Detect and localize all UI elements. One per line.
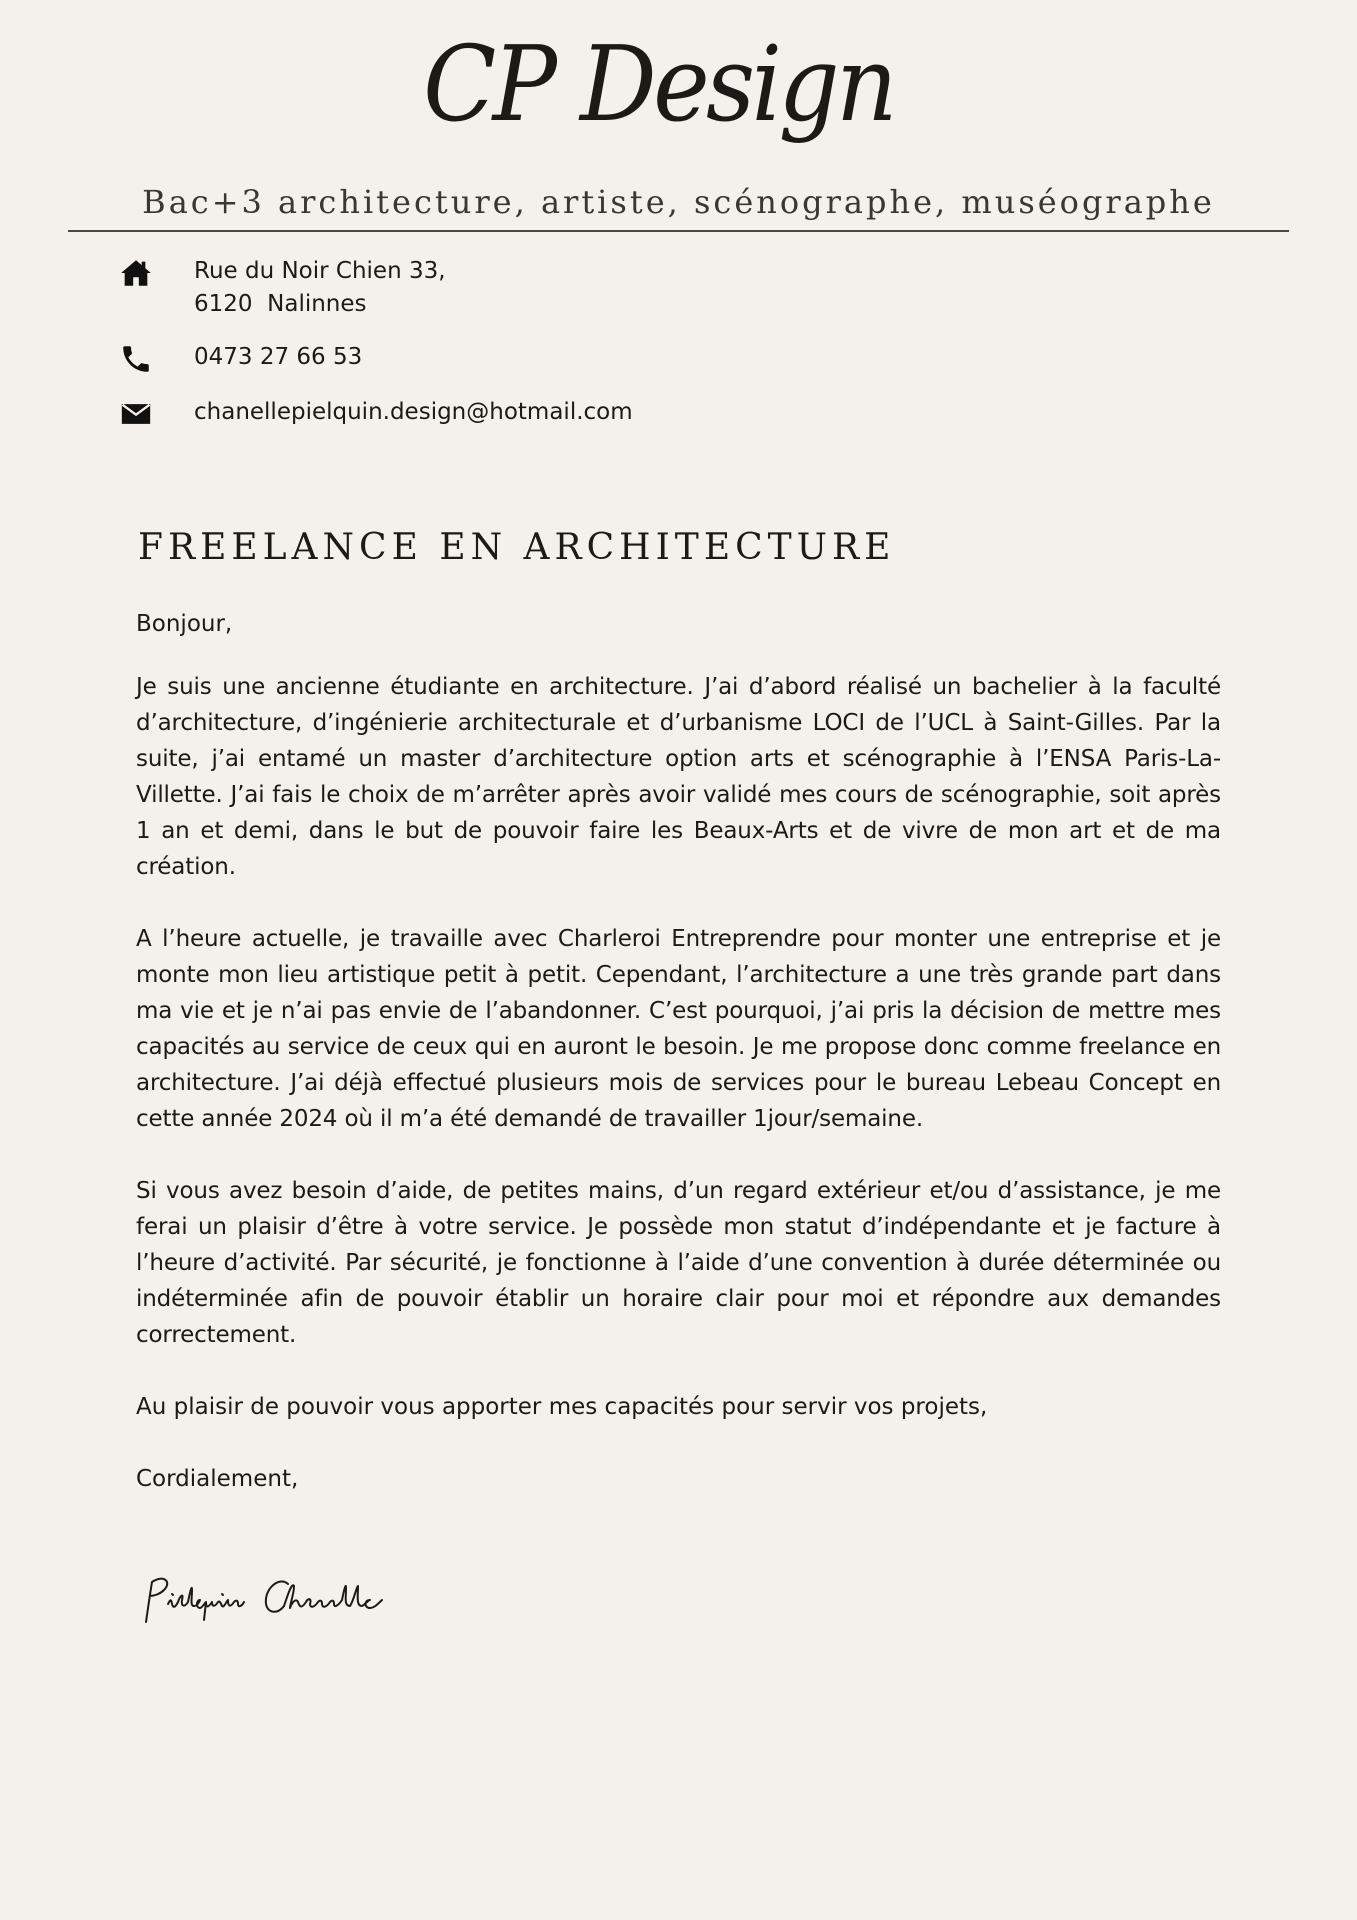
header-divider [68, 230, 1289, 232]
greeting: Bonjour, [136, 611, 233, 637]
contact-address [118, 255, 633, 321]
paragraph-3: Si vous avez besoin d’aide, de petites mains, d’un regard extérieur et/ou d’assistance, je me ferai un plaisir d’être à votre service. Je possède mon statut d’indépendante et je facture à l’heure d’activité. Par sécurité, je fonctionne à l’aide d’une convention à durée déterminée ou indéterminée afin de pouvoir établir un horaire clair pour moi et répondre aux demandes correctement. [136, 1178, 1221, 1348]
letterhead [0, 20, 1357, 222]
paragraph-2: A l’heure actuelle, je travaille avec Charleroi Entreprendre pour monter une entreprise et je monte mon lieu artistique petit à petit. Cependant, l’architecture a une très grande part dans ma vie et je n’ai pas envie de l’abandonner. C’est pourquoi, j’ai pris la décision de mettre mes capacités au service de ceux qui en auront le besoin. Je me propose donc comme freelance en architecture. J’ai déjà effectué plusieurs mois de services pour le bureau Lebeau Concept en cette année 2024 où il m’a été demandé de travailler 1jour/semaine. [136, 926, 1221, 1132]
address-line-1: Rue du Noir Chien 33, [194, 258, 446, 284]
contact-block [118, 255, 633, 432]
letter-body [136, 606, 1221, 1497]
contact-email [118, 396, 633, 432]
closing: Cordialement, [136, 1466, 299, 1492]
logo: CP Design [423, 23, 894, 145]
paragraph-1: Je suis une ancienne étudiante en architecture. J’ai d’abord réalisé un bachelier à la faculté d’architecture, d’ingénierie architecturale et d’urbanisme LOCI de l’UCL à Saint-Gilles. Par la suite, j’ai entamé un master d’architecture option arts et scénographie à l’ENSA Paris-La-Villette. J’ai fais le choix de m’arrêter après avoir validé mes cours de scénographie, soit après 1 an et demi, dans le but de pouvoir faire les Beaux-Arts et de vivre de mon art et de ma création. [136, 674, 1221, 880]
home-icon [118, 255, 154, 291]
subtitle: Bac+3 architecture, artiste, scénographe, muséographe [142, 183, 1215, 221]
paragraph-4: Au plaisir de pouvoir vous apporter mes capacités pour servir vos projets, [136, 1394, 988, 1420]
envelope-icon [118, 396, 154, 432]
address-line-2: 6120 Nalinnes [194, 291, 367, 317]
letter-title: FREELANCE EN ARCHITECTURE [138, 527, 896, 568]
phone-icon [118, 341, 154, 377]
email-address: chanellepielquin.design@hotmail.com [194, 399, 633, 425]
signature [138, 1570, 398, 1630]
phone-number: 0473 27 66 53 [194, 344, 363, 370]
contact-phone [118, 341, 633, 377]
